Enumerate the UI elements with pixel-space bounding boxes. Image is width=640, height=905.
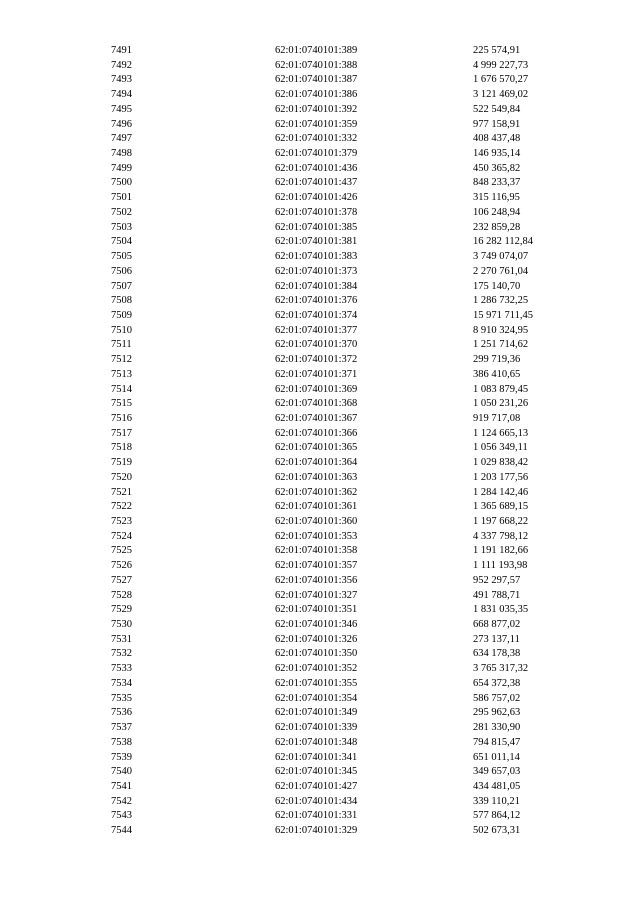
cadastral-value: 1 124 665,13 (473, 427, 529, 439)
row-number: 7502 (111, 206, 132, 218)
table-row (0, 412, 640, 427)
row-number: 7531 (111, 633, 132, 645)
table-row (0, 441, 640, 456)
cadastral-value: 651 011,14 (473, 751, 520, 763)
row-number: 7523 (111, 516, 132, 527)
table-row (0, 221, 640, 236)
table-row (0, 73, 640, 88)
table-row (0, 603, 640, 618)
row-number: 7520 (111, 471, 132, 483)
row-number: 7514 (111, 383, 132, 395)
table-row (0, 191, 640, 206)
cadastral-value: 273 137,11 (473, 633, 520, 645)
cadastral-number: 62:01:0740101:366 (275, 427, 358, 439)
cadastral-value: 586 757,02 (473, 692, 521, 704)
cadastral-value: 175 140,70 (473, 280, 521, 292)
cadastral-number: 62:01:0740101:362 (275, 486, 358, 498)
table-row (0, 132, 640, 147)
cadastral-number: 62:01:0740101:436 (275, 162, 358, 174)
table-row (0, 294, 640, 309)
cadastral-value: 634 178,38 (473, 648, 521, 660)
cadastral-number: 62:01:0740101:331 (275, 810, 358, 822)
cadastral-value: 106 248,94 (473, 206, 521, 218)
cadastral-value: 1 831 035,35 (473, 604, 529, 616)
cadastral-value: 232 859,28 (473, 221, 521, 233)
cadastral-value: 146 935,14 (473, 148, 521, 160)
cadastral-number: 62:01:0740101:426 (275, 192, 358, 204)
table-row (0, 147, 640, 162)
row-number: 7527 (111, 574, 132, 586)
cadastral-number: 62:01:0740101:350 (275, 648, 358, 660)
row-number: 7491 (111, 45, 132, 56)
table-row (0, 589, 640, 604)
cadastral-number: 62:01:0740101:373 (275, 265, 358, 277)
cadastral-number: 62:01:0740101:353 (275, 530, 358, 542)
cadastral-value: 15 971 711,45 (473, 309, 533, 321)
row-number: 7516 (111, 412, 132, 424)
table-row (0, 530, 640, 545)
cadastral-value: 1 111 193,98 (473, 560, 528, 572)
cadastral-number: 62:01:0740101:377 (275, 324, 358, 336)
cadastral-value: 654 372,38 (473, 677, 521, 689)
cadastral-value: 3 121 469,02 (473, 89, 529, 101)
table-row (0, 721, 640, 736)
table-row (0, 486, 640, 501)
row-number: 7521 (111, 486, 132, 498)
table-row (0, 647, 640, 662)
cadastral-value: 16 282 112,84 (473, 236, 533, 248)
row-number: 7507 (111, 280, 132, 292)
table-row (0, 88, 640, 103)
cadastral-value: 3 765 317,32 (473, 663, 529, 675)
row-number: 7504 (111, 236, 132, 248)
row-number: 7515 (111, 398, 132, 410)
row-number: 7540 (111, 766, 132, 778)
cadastral-number: 62:01:0740101:381 (275, 236, 358, 248)
cadastral-number: 62:01:0740101:392 (275, 103, 358, 115)
row-number: 7538 (111, 736, 132, 748)
table-row (0, 324, 640, 339)
cadastral-number: 62:01:0740101:326 (275, 633, 358, 645)
table-row (0, 265, 640, 280)
table-row (0, 397, 640, 412)
cadastral-value: 2 270 761,04 (473, 265, 529, 277)
table-row (0, 176, 640, 191)
row-number: 7525 (111, 545, 132, 557)
table-row (0, 500, 640, 515)
table-row (0, 633, 640, 648)
row-number: 7534 (111, 677, 132, 689)
cadastral-value: 1 050 231,26 (473, 398, 529, 410)
table-row (0, 795, 640, 810)
cadastral-value: 386 410,65 (473, 368, 521, 380)
row-number: 7513 (111, 368, 132, 380)
cadastral-number: 62:01:0740101:341 (275, 751, 358, 763)
cadastral-number: 62:01:0740101:368 (275, 398, 358, 410)
row-number: 7499 (111, 162, 132, 174)
cadastral-number: 62:01:0740101:427 (275, 780, 358, 792)
cadastral-value: 299 719,36 (473, 354, 521, 366)
table-row (0, 103, 640, 118)
cadastral-value: 952 297,57 (473, 574, 521, 586)
cadastral-number: 62:01:0740101:365 (275, 442, 358, 454)
row-number: 7526 (111, 560, 132, 572)
cadastral-number: 62:01:0740101:351 (275, 604, 358, 616)
cadastral-number: 62:01:0740101:354 (275, 692, 358, 704)
table-row (0, 309, 640, 324)
row-number: 7528 (111, 589, 132, 601)
cadastral-value: 349 657,03 (473, 766, 521, 778)
cadastral-value: 577 864,12 (473, 810, 521, 822)
cadastral-number: 62:01:0740101:383 (275, 251, 358, 263)
cadastral-value: 1 191 182,66 (473, 545, 529, 557)
cadastral-number: 62:01:0740101:369 (275, 383, 358, 395)
cadastral-number: 62:01:0740101:363 (275, 471, 358, 483)
row-number: 7501 (111, 192, 132, 204)
table-row (0, 736, 640, 751)
row-number: 7530 (111, 619, 132, 631)
cadastral-value: 281 330,90 (473, 722, 521, 734)
table-row (0, 59, 640, 74)
row-number: 7535 (111, 692, 132, 704)
table-row (0, 544, 640, 559)
row-number: 7529 (111, 604, 132, 616)
row-number: 7511 (111, 339, 132, 351)
row-number: 7510 (111, 324, 132, 336)
table-row (0, 662, 640, 677)
row-number: 7512 (111, 354, 132, 366)
cadastral-value: 919 717,08 (473, 412, 521, 424)
cadastral-number: 62:01:0740101:389 (275, 45, 358, 56)
table-row (0, 471, 640, 486)
row-number: 7503 (111, 221, 132, 233)
table-row (0, 677, 640, 692)
cadastral-number: 62:01:0740101:349 (275, 707, 358, 719)
table-row (0, 692, 640, 707)
row-number: 7539 (111, 751, 132, 763)
cadastral-number: 62:01:0740101:359 (275, 118, 358, 130)
cadastral-number: 62:01:0740101:329 (275, 825, 358, 837)
table-row (0, 824, 640, 839)
cadastral-value: 794 815,47 (473, 736, 521, 748)
cadastral-value: 1 251 714,62 (473, 339, 529, 351)
table-row (0, 280, 640, 295)
row-number: 7498 (111, 148, 132, 160)
cadastral-number: 62:01:0740101:348 (275, 736, 358, 748)
table-row (0, 162, 640, 177)
cadastral-value: 1 197 668,22 (473, 516, 529, 527)
cadastral-value: 339 110,21 (473, 795, 520, 807)
cadastral-number: 62:01:0740101:355 (275, 677, 358, 689)
cadastral-number: 62:01:0740101:437 (275, 177, 358, 189)
cadastral-number: 62:01:0740101:339 (275, 722, 358, 734)
cadastral-number: 62:01:0740101:386 (275, 89, 358, 101)
table-row (0, 427, 640, 442)
cadastral-value: 3 749 074,07 (473, 251, 529, 263)
row-number: 7524 (111, 530, 132, 542)
cadastral-number: 62:01:0740101:385 (275, 221, 358, 233)
cadastral-value: 1 676 570,27 (473, 74, 529, 86)
cadastral-value: 1 029 838,42 (473, 457, 529, 469)
row-number: 7496 (111, 118, 132, 130)
cadastral-number: 62:01:0740101:364 (275, 457, 358, 469)
cadastral-value: 977 158,91 (473, 118, 521, 130)
table-row (0, 368, 640, 383)
table-row (0, 456, 640, 471)
cadastral-value: 668 877,02 (473, 619, 521, 631)
table-row (0, 559, 640, 574)
cadastral-number: 62:01:0740101:387 (275, 74, 358, 86)
row-number: 7519 (111, 457, 132, 469)
table-row (0, 44, 640, 59)
cadastral-number: 62:01:0740101:371 (275, 368, 358, 380)
row-number: 7500 (111, 177, 132, 189)
row-number: 7495 (111, 103, 132, 115)
cadastral-number: 62:01:0740101:352 (275, 663, 358, 675)
row-number: 7522 (111, 501, 132, 513)
cadastral-number: 62:01:0740101:379 (275, 148, 358, 160)
cadastral-value: 315 116,95 (473, 192, 520, 204)
cadastral-value: 848 233,37 (473, 177, 521, 189)
row-number: 7532 (111, 648, 132, 660)
row-number: 7518 (111, 442, 132, 454)
row-number: 7492 (111, 59, 132, 71)
row-number: 7505 (111, 251, 132, 263)
cadastral-value: 502 673,31 (473, 825, 521, 837)
table-row (0, 751, 640, 766)
row-number: 7497 (111, 133, 132, 145)
table-row (0, 383, 640, 398)
cadastral-number: 62:01:0740101:346 (275, 619, 358, 631)
row-number: 7494 (111, 89, 132, 101)
table-row (0, 338, 640, 353)
cadastral-value: 295 962,63 (473, 707, 521, 719)
cadastral-number: 62:01:0740101:434 (275, 795, 358, 807)
cadastral-number: 62:01:0740101:370 (275, 339, 358, 351)
cadastral-value: 1 284 142,46 (473, 486, 529, 498)
cadastral-value: 8 910 324,95 (473, 324, 529, 336)
cadastral-value: 225 574,91 (473, 45, 521, 56)
cadastral-number: 62:01:0740101:356 (275, 574, 358, 586)
cadastral-number: 62:01:0740101:332 (275, 133, 358, 145)
table-row (0, 118, 640, 133)
cadastral-value: 491 788,71 (473, 589, 521, 601)
cadastral-value: 434 481,05 (473, 780, 521, 792)
row-number: 7541 (111, 780, 132, 792)
cadastral-number: 62:01:0740101:388 (275, 59, 358, 71)
cadastral-value: 408 437,48 (473, 133, 521, 145)
table-row (0, 250, 640, 265)
row-number: 7537 (111, 722, 132, 734)
cadastral-value: 1 203 177,56 (473, 471, 529, 483)
row-number: 7509 (111, 309, 132, 321)
cadastral-value: 522 549,84 (473, 103, 521, 115)
cadastral-number: 62:01:0740101:374 (275, 309, 358, 321)
table-row (0, 618, 640, 633)
cadastral-number: 62:01:0740101:372 (275, 354, 358, 366)
cadastral-number: 62:01:0740101:360 (275, 516, 358, 527)
cadastral-value: 450 365,82 (473, 162, 521, 174)
table-row (0, 206, 640, 221)
cadastral-number: 62:01:0740101:376 (275, 295, 358, 307)
table-row (0, 706, 640, 721)
table-row (0, 574, 640, 589)
row-number: 7506 (111, 265, 132, 277)
table-row (0, 515, 640, 530)
cadastral-number: 62:01:0740101:361 (275, 501, 358, 513)
row-number: 7542 (111, 795, 132, 807)
cadastral-number: 62:01:0740101:345 (275, 766, 358, 778)
table-row (0, 809, 640, 824)
table-row (0, 765, 640, 780)
row-number: 7544 (111, 825, 132, 837)
row-number: 7517 (111, 427, 132, 439)
table-row (0, 780, 640, 795)
table-row (0, 235, 640, 250)
cadastral-value: 1 056 349,11 (473, 442, 528, 454)
cadastral-number: 62:01:0740101:384 (275, 280, 358, 292)
row-number: 7508 (111, 295, 132, 307)
cadastral-value: 1 365 689,15 (473, 501, 529, 513)
row-number: 7493 (111, 74, 132, 86)
cadastral-value: 4 999 227,73 (473, 59, 529, 71)
cadastral-number: 62:01:0740101:357 (275, 560, 358, 572)
cadastral-value: 1 083 879,45 (473, 383, 529, 395)
row-number: 7543 (111, 810, 132, 822)
cadastral-number: 62:01:0740101:327 (275, 589, 358, 601)
row-number: 7533 (111, 663, 132, 675)
row-number: 7536 (111, 707, 132, 719)
cadastral-value-table (0, 44, 640, 839)
cadastral-number: 62:01:0740101:367 (275, 412, 358, 424)
cadastral-number: 62:01:0740101:378 (275, 206, 358, 218)
cadastral-value: 1 286 732,25 (473, 295, 529, 307)
cadastral-value: 4 337 798,12 (473, 530, 529, 542)
table-row (0, 353, 640, 368)
cadastral-number: 62:01:0740101:358 (275, 545, 358, 557)
